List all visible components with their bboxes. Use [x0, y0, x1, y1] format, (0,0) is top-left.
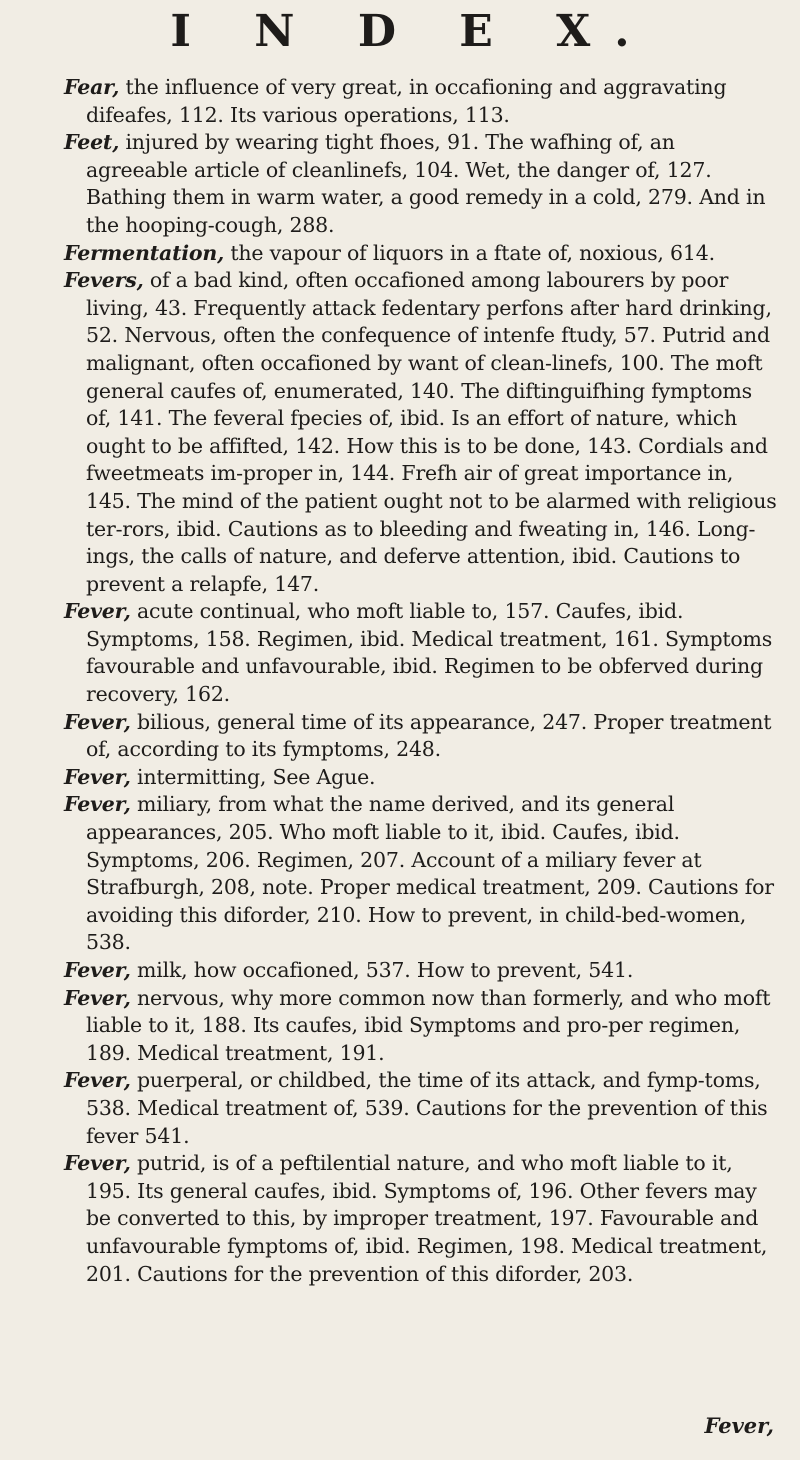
entry-term: Fever, [64, 709, 131, 734]
entry-term: Fear, [64, 75, 120, 99]
entry-text: milk, how occafioned, 537. How to prevent, 541. [130, 958, 634, 982]
entry-term: Fever, [64, 985, 131, 1010]
index-entry [64, 74, 782, 129]
index-entry [64, 598, 782, 708]
index-entry [64, 1150, 782, 1288]
entry-term: Fever, [64, 792, 131, 817]
entry-term: Fever, [64, 958, 131, 982]
index-entry [64, 709, 782, 764]
index-entry [64, 240, 782, 268]
entry-term: Fevers, [64, 268, 144, 293]
page-heading: I N D E X. [170, 6, 654, 57]
index-entry [64, 957, 782, 985]
entry-term: Fever, [64, 1151, 131, 1176]
index-entry [64, 267, 782, 598]
index-entry [64, 791, 782, 957]
entry-text: injured by wearing tight fhoes, 91. The wafhing of, an agreeable article of cleanlinefs, 104. Wet, the danger of, 127. Bathing them in warm water, a good remedy in a cold, 279. And in the hooping-cough, 288. [86, 130, 766, 237]
entry-text: of a bad kind, often occafioned among labourers by poor living, 43. Frequently attack fedentary perfons after hard drinking, 52. Nervous, often the confequence of intenfe ftudy, 57. Putrid and malignant, often occafioned by want of clean-linefs, 100. The moft general caufes of, enumerated, 140. The diftinguifhing fymptoms of, 141. The feveral fpecies of, ibid. Is an effort of nature, which ought to be affifted, 142. How this is to be done, 143. Cordials and fweetmeats im-proper in, 144. Frefh air of great importance in, 145. The mind of the patient ought not to be alarmed with religious ter-rors, ibid. Cautions as to bleeding and fweating in, 146. Long-ings, the calls of nature, and deferve attention, ibid. Cautions to prevent a relapfe, 147. [86, 268, 777, 596]
catchword: Fever, [704, 1413, 774, 1438]
entry-term: Fever, [64, 599, 131, 624]
entry-text: the influence of very great, in occafioning and aggravating difeafes, 112. Its various operations, 113. [86, 75, 727, 127]
entry-term: Fever, [64, 1068, 131, 1093]
index-entry [64, 129, 782, 239]
entry-text: miliary, from what the name derived, and its general appearances, 205. Who moft liable to it, ibid. Caufes, ibid. Symptoms, 206. Regimen, 207. Account of a miliary fever at Strafburgh, 208, note. Proper medical treatment, 209. Cautions for avoiding this diforder, 210. How to prevent, in child-bed-women, 538. [86, 792, 774, 955]
entry-text: bilious, general time of its appearance, 247. Proper treatment of, according to its fymptoms, 248. [86, 709, 772, 762]
index-entry [64, 764, 782, 792]
index-entry [64, 985, 782, 1068]
index-entries [64, 74, 782, 1288]
entry-text: putrid, is of a peftilential nature, and who moft liable to it, 195. Its general caufes, ibid. Symptoms of, 196. Other fevers may be converted to this, by improper treatment, 197. Favourable and unfavourable fymptoms of, ibid. Regimen, 198. Medical treatment, 201. Cautions for the prevention of this diforder, 203. [86, 1151, 768, 1286]
entry-text: acute continual, who moft liable to, 157. Caufes, ibid. Symptoms, 158. Regimen, ibid. Medical treatment, 161. Symptoms favourable and unfavourable, ibid. Regimen to be obferved during recovery, 162. [86, 599, 773, 707]
entry-term: Fermentation, [64, 240, 225, 265]
entry-term: Feet, [64, 130, 120, 155]
entry-text: intermitting, See Ague. [130, 764, 376, 789]
entry-term: Fever, [64, 764, 131, 789]
index-entry [64, 1067, 782, 1150]
entry-text: the vapour of liquors in a ftate of, noxious, 614. [224, 240, 715, 265]
entry-text: puerperal, or childbed, the time of its attack, and fymp-toms, 538. Medical treatment of, 539. Cautions for the prevention of this fever 541. [86, 1068, 768, 1148]
entry-text: nervous, why more common now than formerly, and who moft liable to it, 188. Its caufes, ibid Symptoms and pro-per regimen, 189. Medical treatment, 191. [86, 985, 771, 1065]
